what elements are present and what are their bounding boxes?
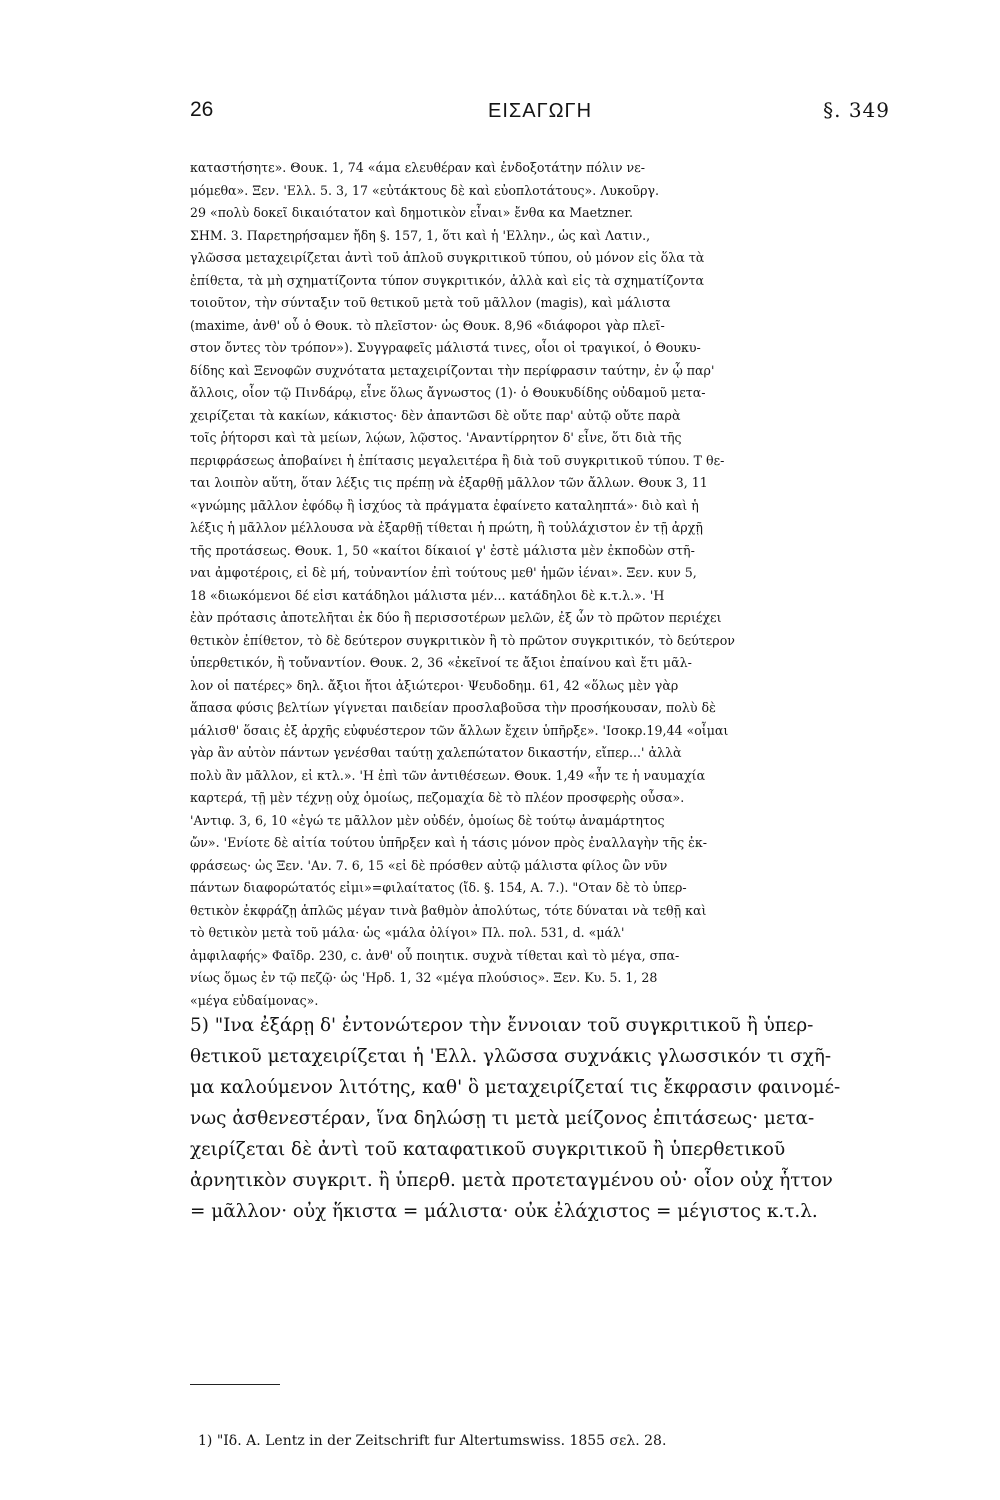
- text-line: = μᾶλλον· οὐχ ἥκιστα = μάλιστα· οὐκ ἐλάχιστος = μέγιστος κ.τ.λ.: [190, 1201, 818, 1222]
- text-line: μόμεθα». Ξεν. 'Ελλ. 5. 3, 17 «εὐτάκτους δὲ καὶ εὐοπλοτάτους». Λυκοῦργ.: [190, 182, 660, 198]
- text-line: «μέγα εὐδαίμονας».: [190, 992, 319, 1008]
- text-line: 18 «διωκόμενοι δέ εἰσι κατάδηλοι μάλιστα μέν... κατάδηλοι δὲ κ.τ.λ.». 'Η: [190, 587, 665, 603]
- text-line: πολὺ ἂν μᾶλλον, εἰ κτλ.». 'Η ἐπὶ τῶν ἀντιθέσεων. Θουκ. 1,49 «ἦν τε ἡ ναυμαχία: [190, 767, 706, 783]
- text-line: ἐπίθετα, τὰ μὴ σχηματίζοντα τύπον συγκριτικόν, ἀλλὰ καὶ εἰς τὰ σχηματίζοντα: [190, 272, 705, 288]
- text-line: 5) "Ινα ἐξάρῃ δ' ἐντονώτερον τὴν ἔννοιαν τοῦ συγκριτικοῦ ἢ ὑπερ-: [190, 1015, 814, 1036]
- page-header: [190, 98, 890, 138]
- text-line: 'Αντιφ. 3, 6, 10 «ἐγώ τε μᾶλλον μὲν οὐδέν, ὁμοίως δὲ τούτῳ ἀναμάρτητος: [190, 812, 665, 828]
- text-line: ναι ἀμφοτέροις, εἰ δὲ μή, τοὐναντίον ἐπὶ τούτους μεθ' ἡμῶν ἰέναι». Ξεν. κυν 5,: [190, 565, 697, 580]
- text-line: ἐὰν πρότασις ἀποτελῆται ἐκ δύο ἢ περισσοτέρων μελῶν, ἐξ ὧν τὸ πρῶτον περιέχει: [190, 610, 722, 625]
- text-line: καρτερά, τῇ μὲν τέχνῃ οὐχ ὁμοίως, πεζομαχία δὲ τὸ πλέον προσφερὴς οὖσα».: [190, 790, 685, 805]
- text-line: μάλισθ' ὅσαις ἐξ ἀρχῆς εὐφυέστερον τῶν ἄλλων ἔχειν ὑπῆρξε». 'Ισοκρ.19,44 «οἶμαι: [190, 722, 729, 738]
- text-line: τὸ θετικὸν μετὰ τοῦ μάλα· ὡς «μάλα ὀλίγοι» Πλ. πολ. 531, d. «μάλ': [190, 925, 625, 940]
- text-line: χειρίζεται τὰ κακίων, κάκιστος· δὲν ἀπαντῶσι δὲ οὔτε παρ' αὐτῷ οὔτε παρὰ: [190, 407, 681, 423]
- page-number: 26: [190, 98, 214, 121]
- text-line: πάντων διαφορώτατός εἰμι»=φιλαίτατος (ἴδ. §. 154, Α. 7.). "Οταν δὲ τὸ ὑπερ-: [190, 880, 687, 895]
- text-line: νίως ὅμως ἐν τῷ πεζῷ· ὡς 'Ηρδ. 1, 32 «μέγα πλούσιος». Ξεν. Κυ. 5. 1, 28: [190, 970, 658, 985]
- footnote: 1) "Ιδ. Α. Lentz in der Zeitschrift fur Altertumswiss. 1855 σελ. 28.: [198, 1433, 667, 1449]
- text-line: θετικοῦ μεταχειρίζεται ἡ 'Ελλ. γλῶσσα συχνάκις γλωσσικόν τι σχῆ-: [190, 1046, 832, 1067]
- text-line: περιφράσεως ἀποβαίνει ἡ ἐπίτασις μεγαλειτέρα ἢ διὰ τοῦ συγκριτικοῦ τύπου. Τ θε-: [190, 452, 725, 468]
- text-line: τοιοῦτον, τὴν σύνταξιν τοῦ θετικοῦ μετὰ τοῦ μᾶλλον (magis), καὶ μάλιστα: [190, 295, 671, 310]
- running-title: ΕΙΣΑΓΩΓΗ: [487, 100, 593, 122]
- text-line: γλῶσσα μεταχειρίζεται ἀντὶ τοῦ ἁπλοῦ συγκριτικοῦ τύπου, οὐ μόνον εἰς ὅλα τὰ: [190, 250, 705, 265]
- text-line: 29 «πολὺ δοκεῖ δικαιότατον καὶ δημοτικὸν εἶναι» ἔνθα κα Maetzner.: [190, 205, 633, 220]
- text-line: θετικὸν ἐπίθετον, τὸ δὲ δεύτερον συγκριτικὸν ἢ τὸ πρῶτον συγκριτικόν, τὸ δεύτερον: [190, 632, 735, 648]
- text-line: μα καλούμενον λιτότης, καθ' ὃ μεταχειρίζεταί τις ἔκφρασιν φαινομέ-: [190, 1077, 841, 1098]
- text-line: ἄλλοις, οἷον τῷ Πινδάρῳ, εἶνε ὅλως ἄγνωστος (1)· ὁ Θουκυδίδης οὐδαμοῦ μετα-: [190, 385, 706, 400]
- text-line: «γνώμης μᾶλλον ἐφόδῳ ἢ ἰσχύος τὰ πράγματα ἐφαίνετο καταληπτά»· διὸ καὶ ἡ: [190, 497, 699, 513]
- section-reference: §. 349: [823, 98, 890, 122]
- text-line: φράσεως· ὡς Ξεν. 'Αν. 7. 6, 15 «εἰ δὲ πρόσθεν αὐτῷ μάλιστα φίλος ὢν νῦν: [190, 857, 668, 873]
- text-line: λέξις ἡ μᾶλλον μέλλουσα νὰ ἐξαρθῇ τίθεται ἡ πρώτη, ἢ τοὐλάχιστον ἐν τῇ ἀρχῇ: [190, 520, 703, 535]
- text-line: καταστήσητε». Θουκ. 1, 74 «άμα ελευθέραν καὶ ἐνδοξοτάτην πόλιν νε-: [190, 160, 645, 175]
- text-line: δίδης καὶ Ξενοφῶν συχνότατα μεταχειρίζονται τὴν περίφρασιν ταύτην, ἐν ᾧ παρ': [190, 362, 715, 378]
- text-line: ἀρνητικὸν συγκριτ. ἢ ὑπερθ. μετὰ προτεταγμένου οὐ· οἷον οὐχ ἧττον: [190, 1170, 833, 1191]
- text-line: ται λοιπὸν αὕτη, ὅταν λέξις τις πρέπῃ νὰ ἐξαρθῇ μᾶλλον τῶν ἄλλων. Θουκ 3, 11: [190, 475, 708, 490]
- small-print-text: [190, 157, 895, 1012]
- text-line: νως ἀσθενεστέραν, ἵνα δηλώσῃ τι μετὰ μείζονος ἐπιτάσεως· μετα-: [190, 1108, 815, 1129]
- text-line: ΣΗΜ. 3. Παρετηρήσαμεν ἤδη §. 157, 1, ὅτι καὶ ἡ 'Ελλην., ὡς καὶ Λατιν.,: [190, 227, 651, 243]
- text-line: χειρίζεται δὲ ἀντὶ τοῦ καταφατικοῦ συγκριτικοῦ ἢ ὑπερθετικοῦ: [190, 1139, 786, 1160]
- text-line: λον οἱ πατέρες» δηλ. ἄξιοι ἤτοι ἀξιώτεροι· Ψευδοδημ. 61, 42 «ὅλως μὲν γὰρ: [190, 677, 679, 693]
- text-line: στον ὄντες τὸν τρόπον»). Συγγραφεῖς μάλιστά τινες, οἷοι οἱ τραγικοί, ὁ Θουκυ-: [190, 340, 701, 355]
- text-line: τοῖς ῥήτορσι καὶ τὰ μείων, λῴων, λῷστος. 'Αναντίρρητον δ' εἶνε, ὅτι διὰ τῆς: [190, 430, 682, 445]
- text-line: θετικὸν ἐκφράζῃ ἁπλῶς μέγαν τινὰ βαθμὸν ἀπολύτως, τότε δύναται νὰ τεθῇ καὶ: [190, 902, 707, 918]
- text-line: ὤν». 'Ενίοτε δὲ αἰτία τούτου ὑπῆρξεν καὶ ἡ τάσις μόνον πρὸς ἐναλλαγὴν τῆς ἐκ-: [190, 835, 708, 850]
- footnote-rule: [190, 1384, 280, 1385]
- text-line: (maxime, ἀνθ' οὗ ὁ Θουκ. τὸ πλεῖστον· ὡς Θουκ. 8,96 «διάφοροι γὰρ πλεῖ-: [190, 317, 665, 333]
- text-line: γὰρ ἂν αὐτὸν πάντων γενέσθαι ταύτῃ χαλεπώτατον δικαστήν, εἴπερ...' ἀλλὰ: [190, 745, 682, 760]
- text-line: ὑπερθετικόν, ἢ τοὔναντίον. Θουκ. 2, 36 «ἐκεῖνοί τε ἄξιοι ἐπαίνου καὶ ἔτι μᾶλ-: [190, 655, 692, 670]
- large-print-paragraph: [190, 1010, 895, 1227]
- text-line: ἀμφιλαφής» Φαῖδρ. 230, c. ἀνθ' οὗ ποιητικ. συχνὰ τίθεται καὶ τὸ μέγα, σπα-: [190, 947, 680, 963]
- text-line: τῆς προτάσεως. Θουκ. 1, 50 «καίτοι δίκαιοί γ' ἐστὲ μάλιστα μὲν ἐκποδὼν στῆ-: [190, 542, 695, 558]
- text-line: ἅπασα φύσις βελτίων γίγνεται παιδείαν προσλαβοῦσα τὴν προσήκουσαν, πολὺ δὲ: [190, 700, 716, 715]
